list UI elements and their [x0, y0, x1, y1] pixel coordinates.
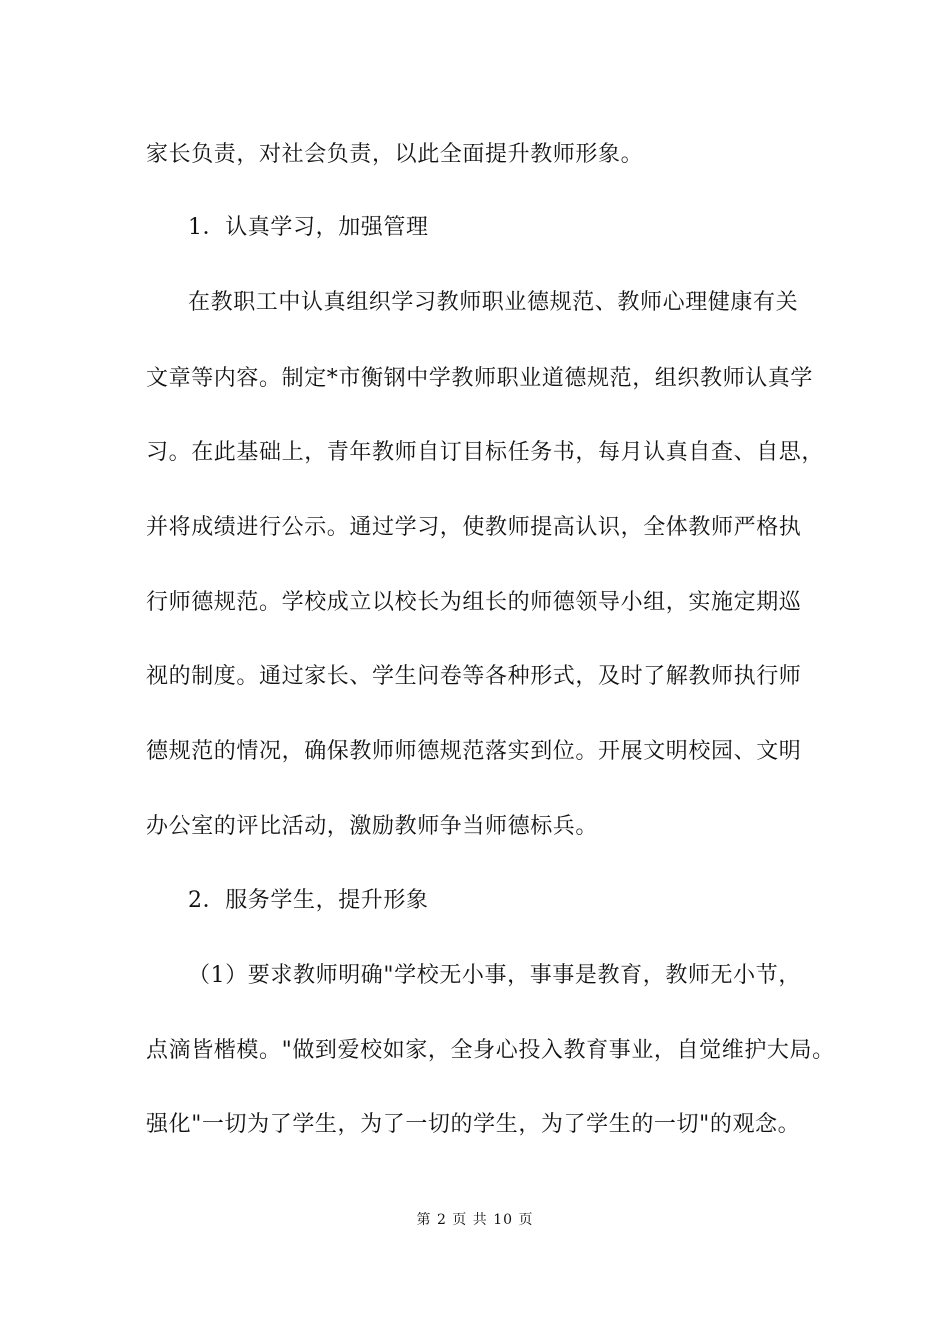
paragraph-line: 视的制度。通过家长、学生问卷等各种形式，及时了解教师执行师 — [146, 664, 802, 689]
paragraph-line: 并将成绩进行公示。通过学习，使教师提高认识，全体教师严格执 — [146, 515, 802, 540]
paragraph-line: 点滴皆楷模。"做到爱校如家，全身心投入教育事业，自觉维护大局。 — [146, 1038, 835, 1063]
page-number-footer: 第 2 页 共 10 页 — [416, 1212, 534, 1228]
paragraph-line: 习。在此基础上，青年教师自订目标任务书，每月认真自查、自思， — [146, 440, 825, 465]
paragraph-line: 行师德规范。学校成立以校长为组长的师德领导小组，实施定期巡 — [146, 590, 802, 615]
paragraph-line: 德规范的情况，确保教师师德规范落实到位。开展文明校园、文明 — [146, 739, 802, 764]
paragraph-line: 文章等内容。制定*市衡钢中学教师职业道德规范，组织教师认真学 — [146, 366, 814, 391]
paragraph-line: 家长负责，对社会负责，以此全面提升教师形象。 — [146, 142, 644, 167]
section-heading-1: 1．认真学习，加强管理 — [188, 215, 429, 240]
paragraph-line: 在教职工中认真组织学习教师职业德规范、教师心理健康有关 — [188, 290, 799, 315]
paragraph-line: （1）要求教师明确"学校无小事，事事是教育，教师无小节， — [188, 963, 801, 988]
section-heading-2: 2．服务学生，提升形象 — [188, 888, 429, 913]
paragraph-line: 办公室的评比活动，激励教师争当师德标兵。 — [146, 814, 599, 839]
paragraph-line: 强化"一切为了学生，为了一切的学生，为了学生的一切"的观念。 — [146, 1112, 801, 1137]
